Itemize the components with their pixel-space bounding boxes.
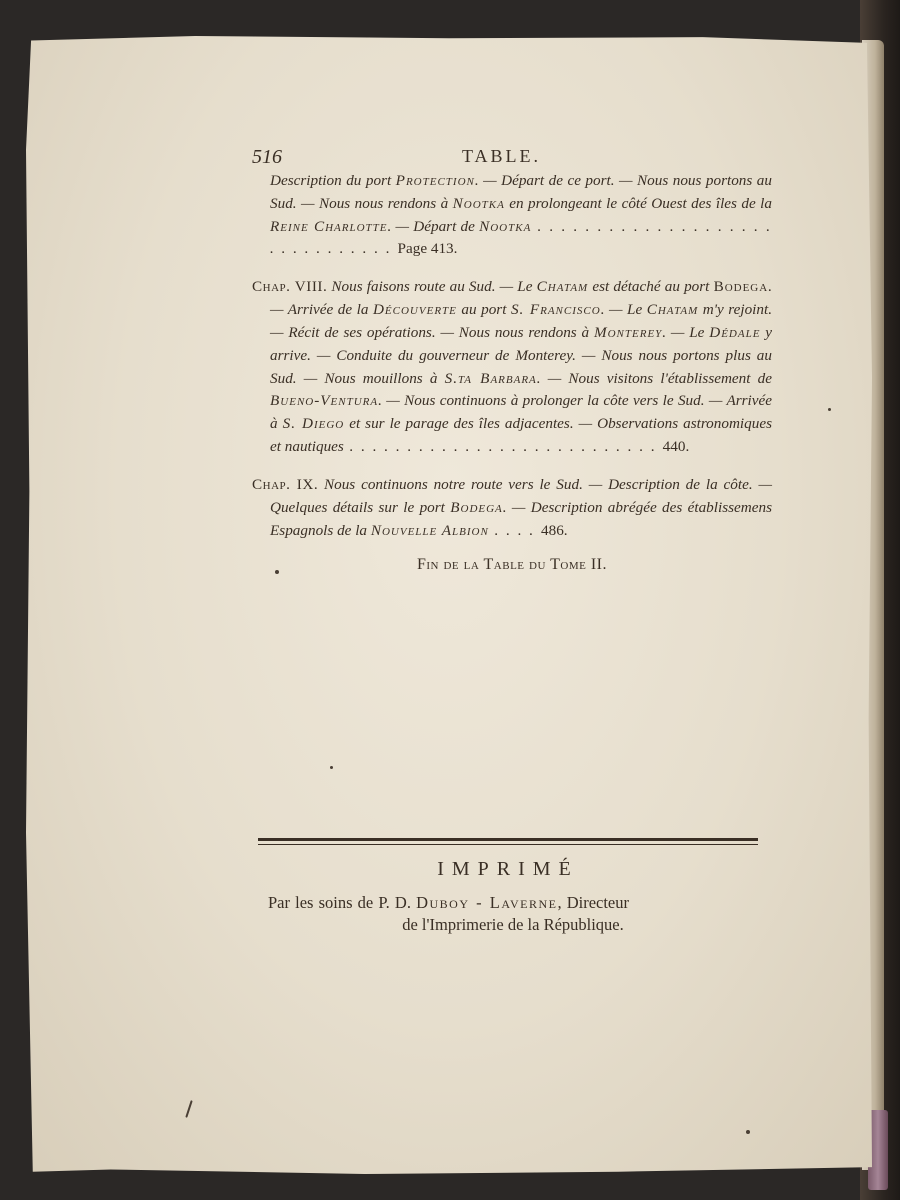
chapter-label: Chap. IX. — [252, 475, 319, 493]
paper-speck — [746, 1130, 750, 1134]
table-of-contents — [252, 140, 772, 574]
imprint-press-line: de l'Imprimerie de la République. — [402, 915, 624, 934]
toc-entry-chapter-9: Chap. IX. Nous continuons notre route vers le Sud. — Description de la côte. — Quelques détails sur le port Bodega. — Description abrégée des établissemens Espagnols de la Nouvelle Albion . . . . 486. — [252, 475, 772, 539]
imprint-heading: IMPRIMÉ — [437, 858, 579, 880]
chapter-label: Chap. VIII. — [252, 278, 328, 296]
page-header — [252, 140, 772, 170]
imprint-printer-line: Par les soins de P. D. Duboy - Laverne, Directeur — [268, 893, 629, 912]
running-title: TABLE. — [462, 146, 542, 166]
end-of-table-note: Fin de la Table du Tome II. — [416, 556, 607, 574]
double-rule-thick — [258, 838, 758, 841]
paper-speck — [330, 766, 333, 769]
toc-entry-chapter-8: Chap. VIII. Nous faisons route au Sud. — Le Chatam est détaché au port Bodega. — Arrivée de la Découverte au port S. Francisco. — Le Chatam m'y rejoint. — Récit de ses opérations. — Nous nous rendons à Monterey. — Le Dédale y arrive. — Conduite du gouverneur de Monterey. — Nous nous portons plus au Sud. — Nous mouillons à S.ta Barbara. — Nous visitons l'établissement de Bueno-Ventura. — Nous continuons à prolonger la côte vers le Sud. — Arrivée à S. Diego et sur le parage des îles adjacentes. — Observations astronomiques et nautiques . . . . . . . . . . . . . . . . . . . . . . . . . . . 440. — [252, 278, 773, 455]
printer-name: Duboy - Laverne — [416, 893, 558, 912]
page-ref: Page 413. — [397, 240, 458, 258]
paper-speck — [275, 570, 279, 574]
page-ref: 440. — [662, 437, 690, 455]
page-ref: 486. — [541, 521, 568, 539]
toc-entry-continued: Description du port Protection. — Départ de ce port. — Nous nous portons au Sud. — Nous nous rendons à Nootka en prolongeant le côté Ouest des îles de la Reine Charlotte. — Départ de Nootka . . . . . . . . . . . . . . . . . . . . . . . . . . . . . . . Page 413. — [270, 172, 773, 258]
paper-speck — [828, 408, 831, 411]
page-number: 516 — [252, 146, 282, 168]
double-rule-thin — [258, 844, 758, 845]
